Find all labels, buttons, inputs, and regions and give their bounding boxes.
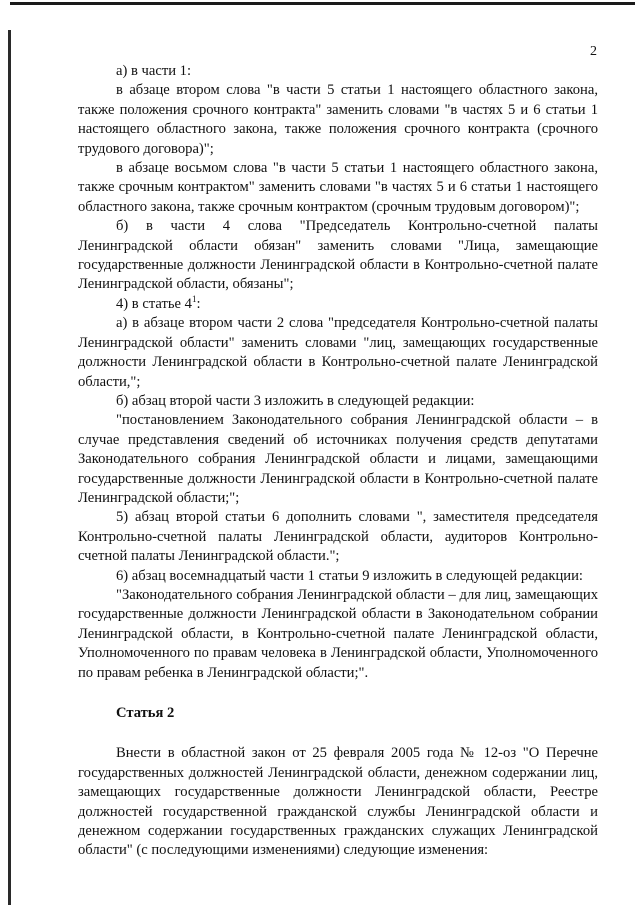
paragraph-item-6: 6) абзац восемнадцатый части 1 статьи 9 изложить в следующей редакции: <box>116 567 583 584</box>
article-heading: Статья 2 <box>116 705 175 721</box>
paragraph-item-4a: а) в абзаце втором части 2 слова "председателя Контрольно-счетной палаты Ленинградской области" заменить словами "лиц, замещающих государственные должности Ленинградской области в Контрольно-счетной палате Ленинградской области,"; <box>78 315 598 390</box>
paragraph-abzac-2: в абзаце втором слова "в части 5 статьи 1 настоящего областного закона, также положения срочного контракта" заменить словами "в частях 5 и 6 статьи 1 настоящего областного закона, также положения срочного контракта (срочного трудового договора)"; <box>78 82 598 157</box>
left-scan-edge <box>8 30 11 905</box>
paragraph-item-5: 5) абзац второй статьи 6 дополнить словами ", заместителя председателя Контрольно-счетной палаты Ленинградской области, аудиторов Контрольно-счетной палаты Ленинградской области."; <box>78 509 598 565</box>
paragraph-abzac-8: в абзаце восьмом слова "в части 5 статьи 1 настоящего областного закона, также срочным контрактом" заменить словами "в частях 5 и 6 статьи 1 настоящего областного закона, также срочным контрактом (срочным трудовым договором)"; <box>78 160 598 215</box>
paragraph-item-4b: б) абзац второй части 3 изложить в следующей редакции: <box>116 392 475 409</box>
paragraph-item-4: 4) в статье $4^1$: <box>116 294 201 312</box>
paragraph-item-b: б) в части 4 слова "Председатель Контрольно-счетной палаты Ленинградской области обязан" заменить словами "Лица, замещающие государственные должности Ленинградской области в Контрольно-счетной палате Ленинградской области, обязаны"; <box>78 218 598 293</box>
document-body <box>78 62 598 861</box>
paragraph-quote-2: "Законодательного собрания Ленинградской области – для лиц, замещающих государственные должности Ленинградской области в Законодательном собрании Ленинградской области, в Контрольно-счетной палате Ленинградской области, Уполномоченного по правам человека в Ленинградской области, Уполномоченного по правам ребенка в Ленинградской области;". <box>78 586 598 681</box>
paragraph-item-a: а) в части 1: <box>116 63 192 79</box>
top-border-line <box>10 2 635 5</box>
paragraph-article-2-body: Внести в областной закон от 25 февраля 2005 года № 12-оз "О Перечне государственных должностей Ленинградской области, денежном содержании лиц, замещающих государственные должности Ленинградской области, Реестре должностей государственной гражданской службы Ленинградской области и денежном содержании государственных гражданских служащих Ленинградской области" (с последующими изменениями) следующие изменения: <box>78 745 598 859</box>
page-number: 2 <box>590 44 597 59</box>
paragraph-quote-1: "постановлением Законодательного собрания Ленинградской области – в случае представления сведений об источниках получения средств депутатами Законодательного собрания Ленинградской области и лицами, замещающими государственные должности Ленинградской области в Контрольно-счетной палате Ленинградской области;"; <box>78 412 598 506</box>
